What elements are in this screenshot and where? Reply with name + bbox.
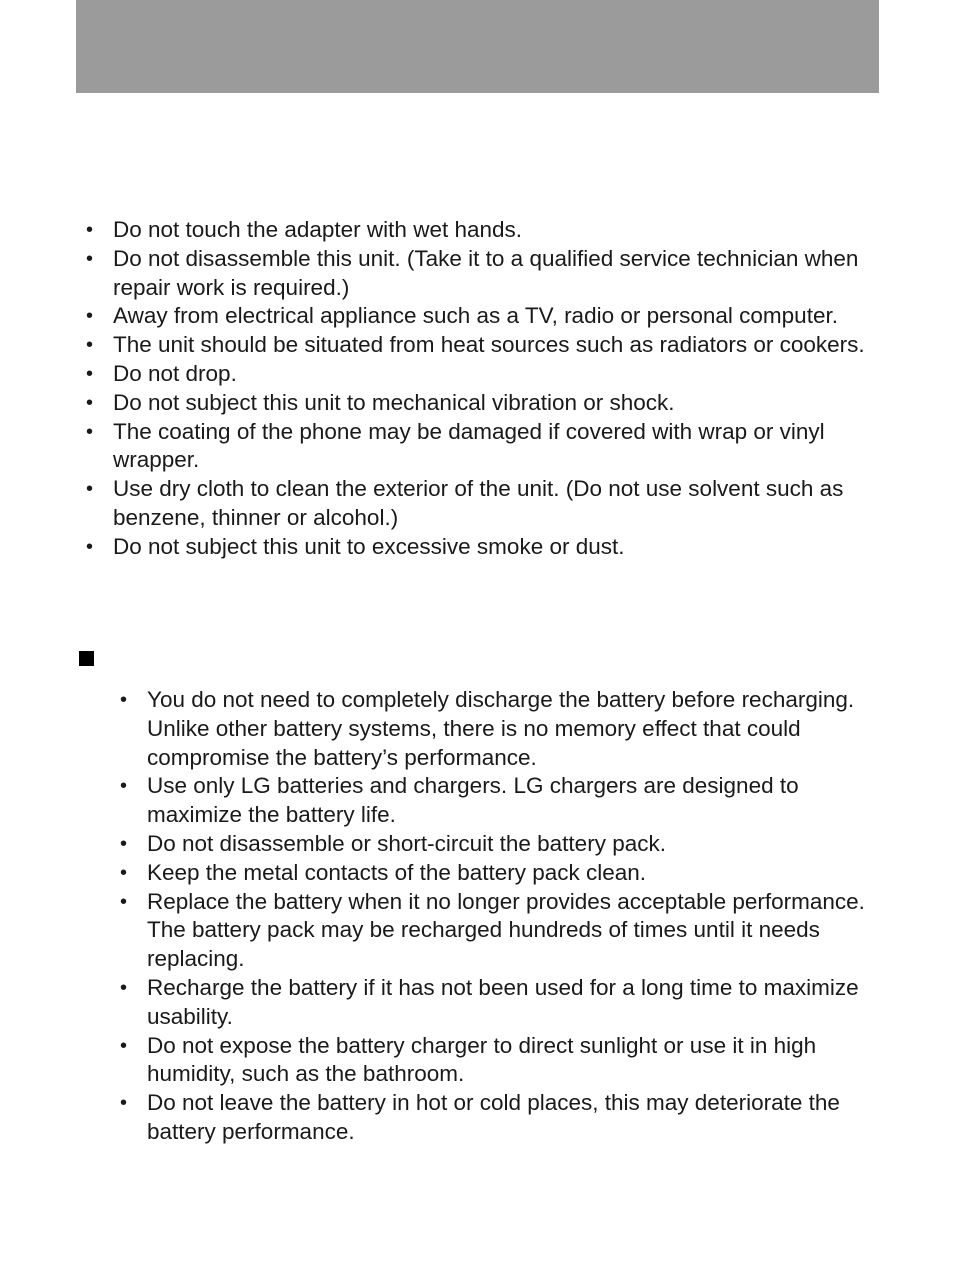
list-item-text: You do not need to completely discharge the battery before recharging. Unlike other battery systems, there is no memory effect that could compromise the battery’s performance.: [147, 687, 855, 770]
bullet-icon: •: [86, 420, 94, 443]
list-item: [120, 888, 883, 974]
list-item-text: Do not leave the battery in hot or cold places, this may deteriorate the battery performance.: [147, 1090, 840, 1144]
list-item-text: The unit should be situated from heat sources such as radiators or cookers.: [113, 332, 865, 358]
list-item-text: Recharge the battery if it has not been used for a long time to maximize usability.: [147, 974, 859, 1029]
bullet-icon: •: [86, 391, 94, 414]
list-item-text: Do not subject this unit to mechanical vibration or shock.: [113, 389, 675, 415]
list-item: [120, 830, 883, 859]
bullet-icon: •: [86, 219, 94, 241]
list-item: [86, 389, 883, 418]
list-item-text: Away from electrical appliance such as a TV, radio or personal computer.: [113, 303, 838, 329]
list-item-text: Do not expose the battery charger to direct sunlight or use it in high humidity, such as the bathroom.: [147, 1032, 817, 1087]
bullet-icon: •: [86, 247, 94, 270]
list-item-text: Use dry cloth to clean the exterior of the unit. (Do not use solvent such as benzene, thinner or alcohol.): [113, 476, 844, 530]
bullet-icon: •: [120, 775, 128, 798]
bullet-icon: •: [120, 890, 128, 913]
bullet-icon: •: [120, 1092, 128, 1115]
list-item-text: Use only LG batteries and chargers. LG chargers are designed to maximize the battery life.: [147, 773, 799, 828]
bullet-icon: •: [86, 334, 94, 357]
list-item: [86, 331, 883, 360]
list-item-text: The coating of the phone may be damaged if covered with wrap or vinyl wrapper.: [113, 418, 825, 473]
list-item: [120, 772, 883, 830]
list-item: [86, 302, 883, 331]
list-item-text: Do not disassemble this unit. (Take it to a qualified service technician when repair work is required.): [113, 245, 859, 300]
list-item-text: Keep the metal contacts of the battery pack clean.: [147, 859, 647, 885]
list-item: [120, 686, 883, 772]
list-item: [86, 216, 883, 245]
bullet-icon: •: [120, 1034, 128, 1057]
list-item: [120, 1032, 883, 1090]
bullet-icon: •: [86, 535, 94, 558]
list-item: [120, 859, 883, 888]
bullet-icon: •: [86, 305, 94, 328]
bullet-icon: •: [120, 976, 128, 999]
list-item-text: Do not disassemble or short-circuit the battery pack.: [147, 830, 666, 856]
list-item: [120, 1089, 883, 1147]
list-item-text: Do not touch the adapter with wet hands.: [113, 217, 523, 242]
list-item-text: Do not subject this unit to excessive smoke or dust.: [113, 533, 625, 559]
bullet-icon: •: [120, 832, 128, 855]
bullet-icon: •: [120, 689, 128, 711]
bullet-icon: •: [86, 478, 94, 501]
bullet-icon: •: [120, 861, 128, 884]
battery-list: [120, 686, 883, 1147]
list-item: [86, 360, 883, 389]
list-item: [86, 418, 883, 476]
header-band: [76, 0, 879, 93]
list-item: [86, 533, 883, 562]
list-item-text: Do not drop.: [113, 360, 237, 386]
list-item: [86, 245, 883, 303]
section-square-icon: [79, 651, 94, 666]
bullet-icon: •: [86, 362, 94, 385]
precautions-list: [86, 216, 883, 562]
list-item: [86, 475, 883, 533]
list-item-text: Replace the battery when it no longer provides acceptable performance. The battery pack may be recharged hundreds of times until it needs replacing.: [147, 888, 865, 972]
list-item: [120, 974, 883, 1032]
